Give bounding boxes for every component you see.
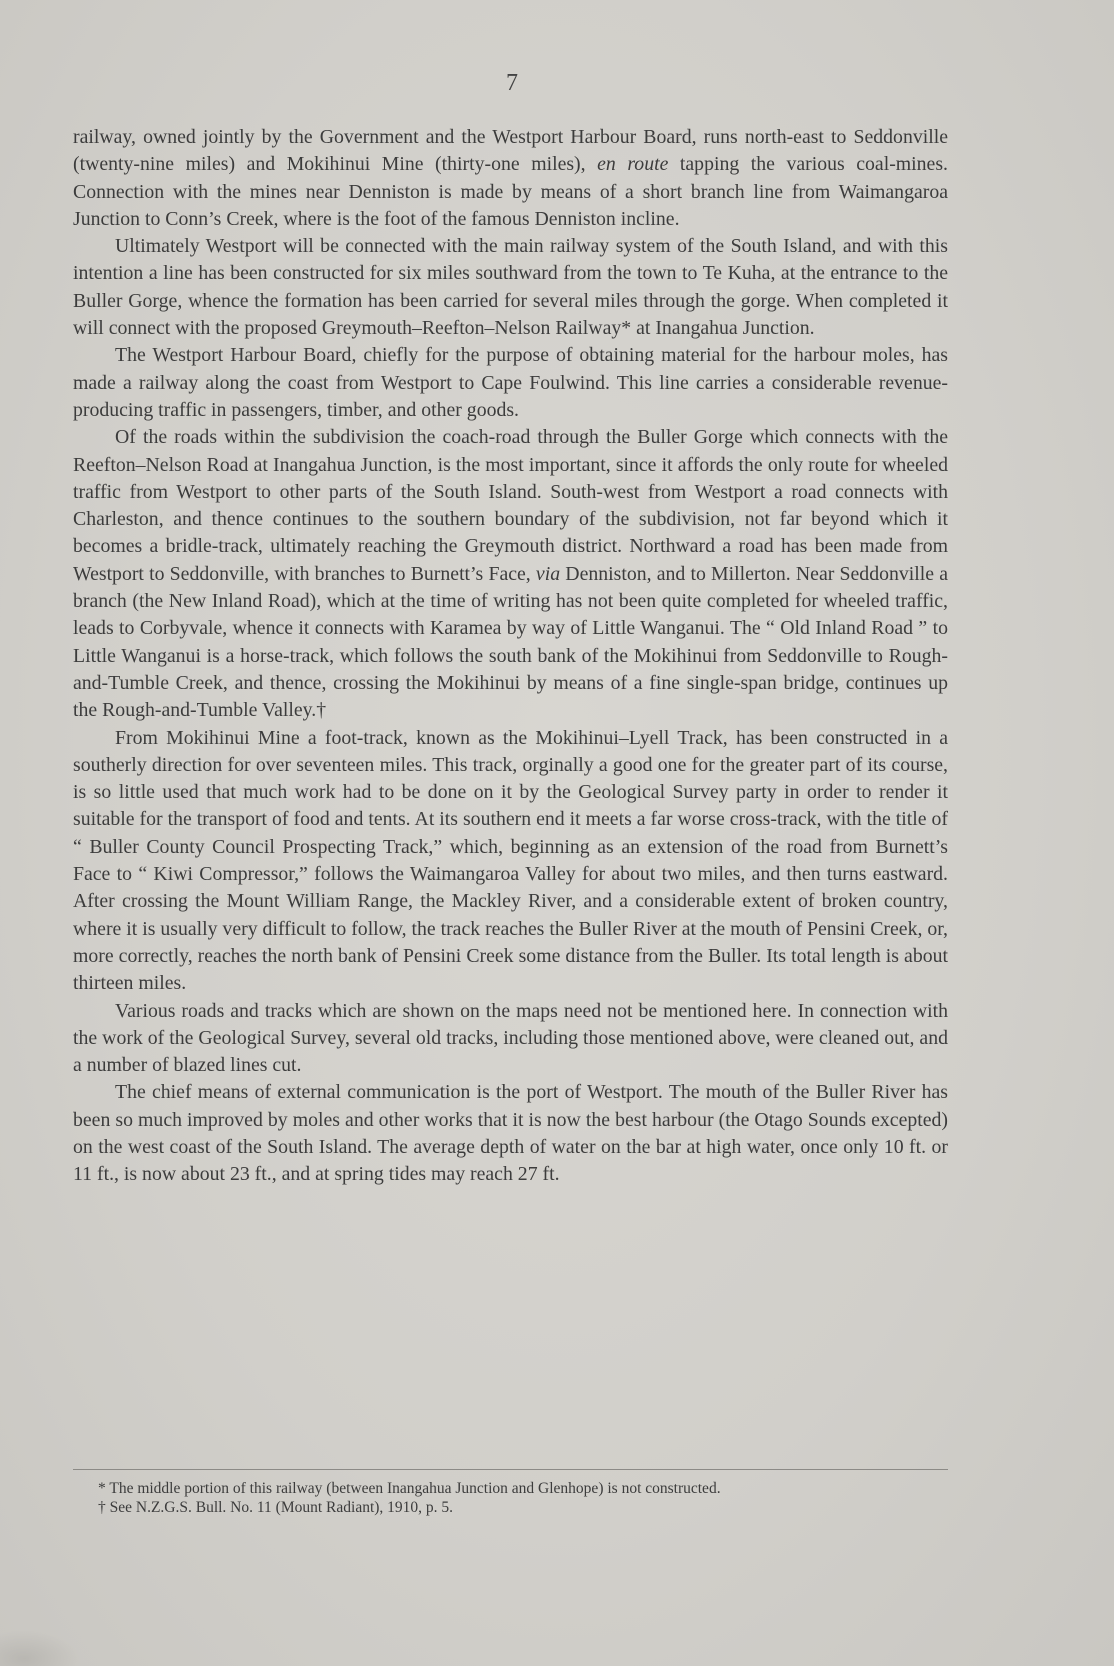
paragraph (73, 725, 948, 998)
paragraph-text: The Westport Harbour Board, chiefly for the purpose of obtaining material for the harbour moles, has made a railway along the coast from Westport to Cape Foulwind. This line carries a considerable revenue-producing traffic in passengers, timber, and other goods. (73, 344, 948, 421)
paragraph-text: Various roads and tracks which are shown on the maps need not be mentioned here. In connection with the work of the Geological Survey, several old tracks, including those mentioned above, were cleaned out, and a number of blazed lines cut. (73, 999, 948, 1077)
footnote-divider (73, 1469, 948, 1470)
italic-text: via (535, 562, 561, 585)
footnotes (98, 1480, 958, 1517)
page-number: 7 (506, 70, 518, 96)
body-text (73, 124, 948, 1189)
paragraph (73, 342, 948, 424)
paragraph (73, 1079, 948, 1188)
paragraph (73, 124, 948, 233)
footnote-reference: † See N.Z.G.S. Bull. No. 11 (Mount Radiant), 1910, p. 5. (98, 1498, 454, 1516)
paragraph-text: Of the roads within the subdivision the coach-road through the Buller Gorge which connects with the Reefton–Nelson Road at Inangahua Junction, is the most important, since it affords the only route for wheeled traffic from Westport to other parts of the South Island. South-west from Westport a road connects with Charleston, and thence continues to the southern boundary of the subdivision, not far beyond which it becomes a bridle-track, ultimately reaching the Greymouth district. Northward a road has been made from Westport to Seddonville, with branches to Burnett’s Face, (73, 426, 948, 585)
paragraph-text: The chief means of external communication is the port of Westport. The mouth of the Buller River has been so much improved by moles and other works that it is now the best harbour (the Otago Sounds excepted) on the west coast of the South Island. The average depth of water on the bar at high water, once only 10 ft. or 11 ft., is now about 23 ft., and at spring tides may reach 27 ft. (73, 1081, 948, 1186)
footnote-railway: * The middle portion of this railway (between Inangahua Junction and Glenhope) is not constructed. (98, 1480, 721, 1497)
paragraph-text: Ultimately Westport will be connected with the main railway system of the South Island, and with this intention a line has been constructed for six miles southward from the town to Te Kuha, at the entrance to the Buller Gorge, whence the formation has been carried for several miles through the gorge. When completed it will connect with the proposed Greymouth–Reefton–Nelson Railway* at Inangahua Junction. (73, 235, 948, 340)
paragraph-text: tapping the various coal-mines. Connection with the mines near Denniston is made by means of a short branch line from Waimangaroa Junction to Conn’s Creek, where is the foot of the famous Denniston incline. (73, 153, 948, 230)
paragraph (73, 998, 948, 1080)
paragraph (73, 233, 948, 342)
paragraph-text: railway, owned jointly by the Government and the Westport Harbour Board, runs north-east to Seddonville (twenty-nine miles) and Mokihinui Mine (thirty-one miles), (73, 126, 948, 176)
italic-text: en route (597, 153, 669, 176)
paragraph (73, 424, 948, 724)
paragraph-text: Denniston, and to Millerton. Near Seddonville a branch (the New Inland Road), which at the time of writing has not been quite completed for wheeled traffic, leads to Corbyvale, whence it connects with Karamea by way of Little Wanganui. The “ Old Inland Road ” to Little Wanganui is a horse-track, which follows the south bank of the Mokihinui from Seddonville to Rough-and-Tumble Creek, and thence, crossing the Mokihinui by means of a fine single-span bridge, continues up the Rough-and-Tumble Valley.† (73, 562, 948, 722)
page-smudge (0, 1630, 80, 1666)
paragraph-text: From Mokihinui Mine a foot-track, known as the Mokihinui–Lyell Track, has been constructed in a southerly direction for over seventeen miles. This track, orginally a good one for the greater part of its course, is so little used that much work had to be done on it by the Geological Survey party in order to render it suitable for the transport of food and tents. At its southern end it meets a far worse cross-track, with the title of “ Buller County Council Prospecting Track,” which, beginning as an extension of the road from Burnett’s Face to “ Kiwi Compressor,” follows the Waimangaroa Valley for about two miles, and then turns eastward. After crossing the Mount William Range, the Mackley River, and a considerable extent of broken country, where it is usually very difficult to follow, the track reaches the Buller River at the mouth of Pensini Creek, or, more correctly, reaches the north bank of Pensini Creek some distance from the Buller. Its total length is about thirteen miles. (73, 726, 948, 995)
